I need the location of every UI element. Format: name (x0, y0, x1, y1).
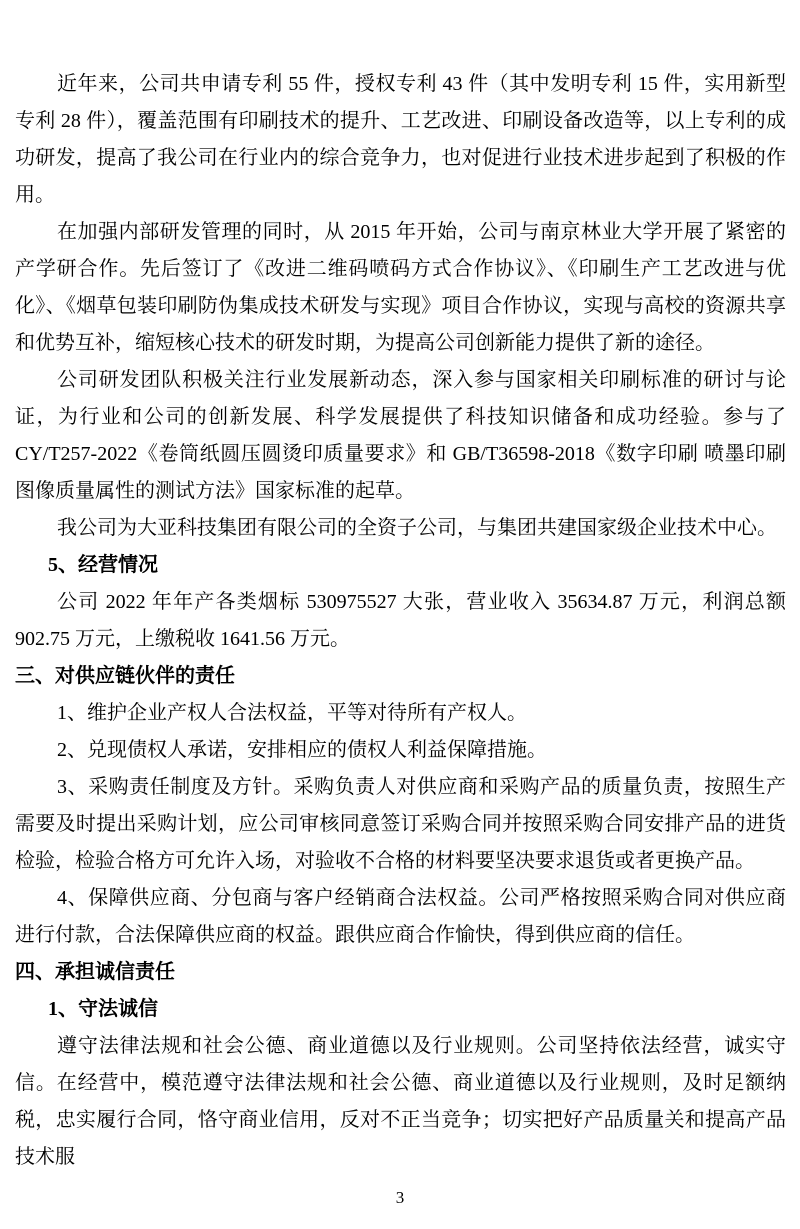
list-item: 4、保障供应商、分包商与客户经销商合法权益。公司严格按照采购合同对供应商进行付款，合法保障供应商的权益。跟供应商合作愉快，得到供应商的信任。 (15, 887, 786, 946)
paragraph: 公司 2022 年年产各类烟标 530975527 大张，营业收入 35634.87 万元，利润总额 902.75 万元，上缴税收 1641.56 万元。 (15, 591, 786, 650)
list-item: 1、维护企业产权人合法权益，平等对待所有产权人。 (57, 702, 527, 724)
page-number: 3 (395, 1188, 405, 1207)
document-body (15, 66, 786, 1176)
paragraph: 遵守法律法规和社会公德、商业道德以及行业规则。公司坚持依法经营，诚实守信。在经营中，模范遵守法律法规和社会公德、商业道德以及行业规则，及时足额纳税，忠实履行合同，恪守商业信用，反对不正当竞争；切实把好产品质量关和提高产品技术服 (15, 1035, 786, 1168)
sub-heading-law-abiding-integrity: 1、守法诚信 (48, 998, 158, 1020)
section-heading-supply-chain-responsibility: 三、对供应链伙伴的责任 (15, 665, 235, 687)
paragraph: 公司研发团队积极关注行业发展新动态，深入参与国家相关印刷标准的研讨与论证，为行业和公司的创新发展、科学发展提供了科技知识储备和成功经验。参与了 CY/T257-2022《卷筒纸圆压圆烫印质量要求》和 GB/T36598-2018《数字印刷 喷墨印刷图像质量属性的测试方法》国家标准的起草。 (15, 369, 786, 502)
paragraph: 我公司为大亚科技集团有限公司的全资子公司，与集团共建国家级企业技术中心。 (57, 517, 777, 539)
list-item: 3、采购责任制度及方针。采购负责人对供应商和采购产品的质量负责，按照生产需要及时提出采购计划，应公司审核同意签订采购合同并按照采购合同安排产品的进货检验，检验合格方可允许入场，对验收不合格的材料要坚决要求退货或者更换产品。 (15, 776, 786, 872)
paragraph: 近年来，公司共申请专利 55 件，授权专利 43 件（其中发明专利 15 件，实用新型专利 28 件），覆盖范围有印刷技术的提升、工艺改进、印刷设备改造等，以上专利的成功研发，提高了我公司在行业内的综合竞争力，也对促进行业技术进步起到了积极的作用。 (15, 73, 786, 206)
section-heading-integrity-responsibility: 四、承担诚信责任 (15, 961, 175, 983)
paragraph: 在加强内部研发管理的同时，从 2015 年开始，公司与南京林业大学开展了紧密的产学研合作。先后签订了《改进二维码喷码方式合作协议》、《印刷生产工艺改进与优化》、《烟草包装印刷防伪集成技术研发与实现》项目合作协议，实现与高校的资源共享和优势互补，缩短核心技术的研发时期，为提高公司创新能力提供了新的途径。 (15, 221, 786, 354)
sub-heading-business-performance: 5、经营情况 (48, 554, 158, 576)
list-item: 2、兑现债权人承诺，安排相应的债权人利益保障措施。 (57, 739, 547, 761)
